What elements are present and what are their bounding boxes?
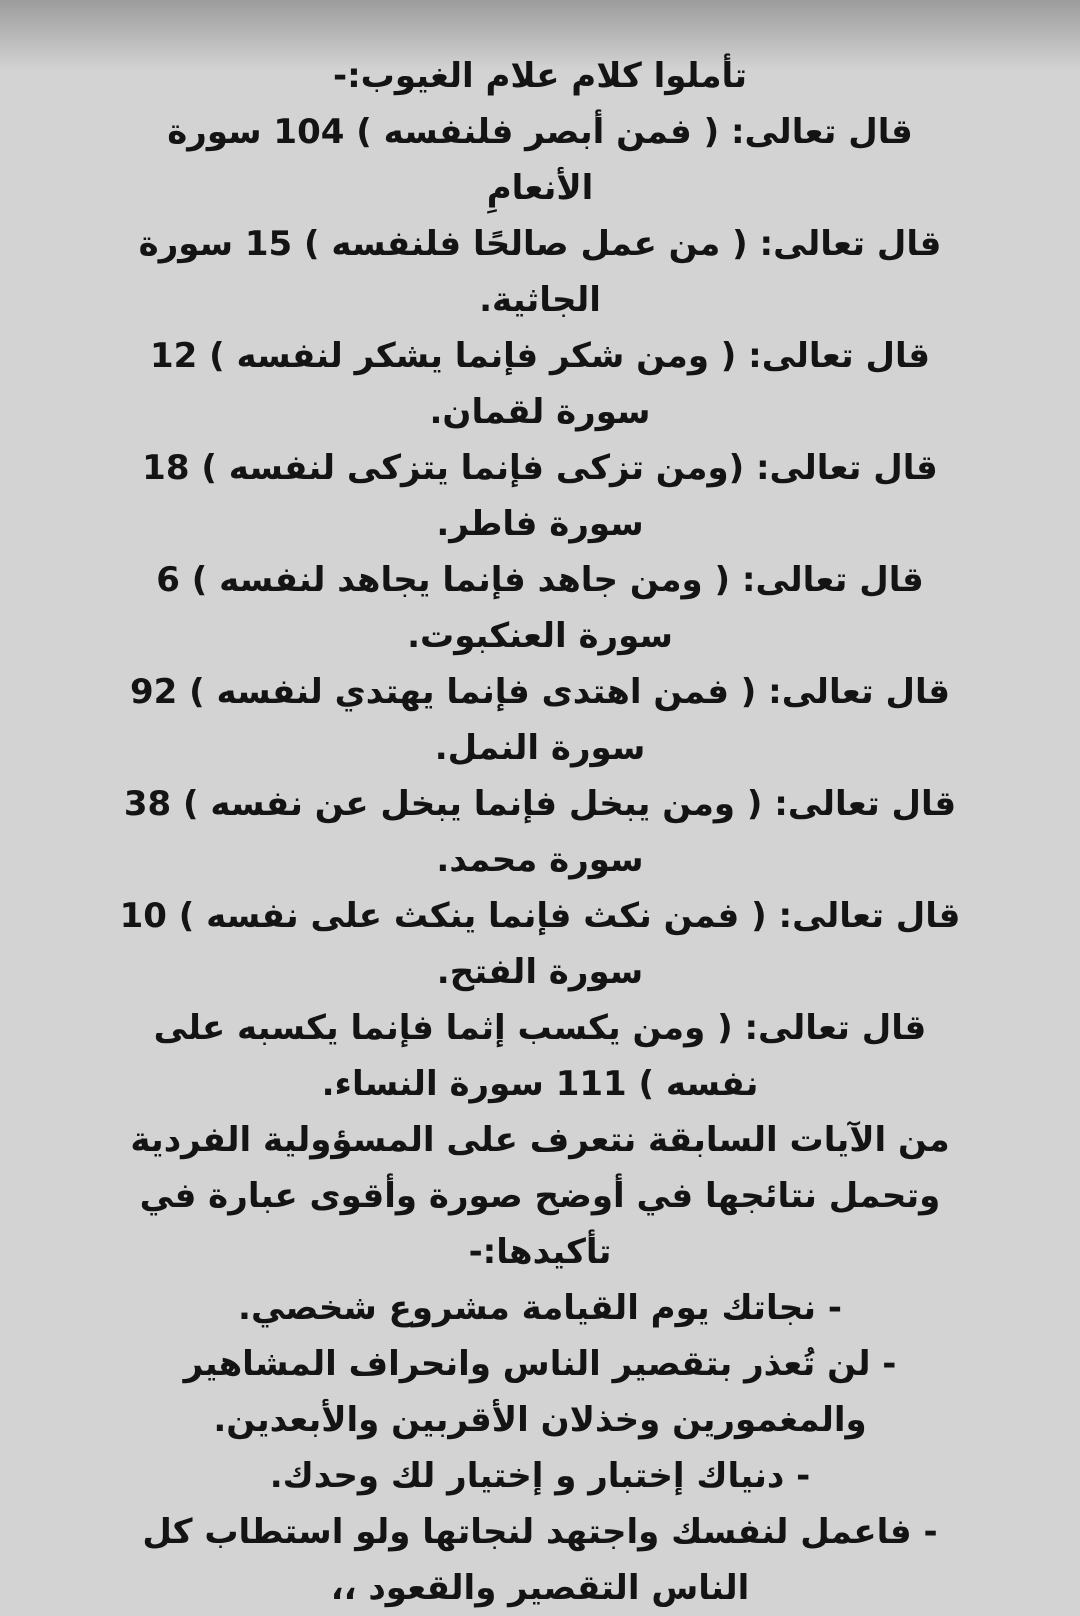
page-title: تأملوا كلام علام الغيوب:- <box>332 56 748 96</box>
bullet-item: - دنياك إختبار و إختيار لك وحدك. <box>269 1456 811 1496</box>
bullet-item: - لن تُعذر بتقصير الناس وانحراف المشاهير والمغمورين وخذلان الأقربين والأبعدين. <box>183 1344 897 1440</box>
verse-line: قال تعالى: ( ومن يكسب إثما فإنما يكسبه على نفسه ) 111 سورة النساء. <box>153 1008 927 1104</box>
bullet-item: - نجاتك يوم القيامة مشروع شخصي. <box>238 1288 842 1328</box>
verse-line: قال تعالى: ( فمن نكث فإنما ينكث على نفسه ) 10 سورة الفتح. <box>119 896 961 992</box>
verse-line: قال تعالى: ( ومن جاهد فإنما يجاهد لنفسه ) 6 سورة العنكبوت. <box>156 560 924 656</box>
verse-line: قال تعالى: (ومن تزكى فإنما يتزكى لنفسه ) 18 سورة فاطر. <box>142 448 938 544</box>
verse-line: قال تعالى: ( من عمل صالحًا فلنفسه ) 15 سورة الجاثية. <box>138 224 942 320</box>
verse-line: قال تعالى: ( فمن أبصر فلنفسه ) 104 سورة الأنعامِ <box>167 112 913 208</box>
verse-line: قال تعالى: ( فمن اهتدى فإنما يهتدي لنفسه ) 92 سورة النمل. <box>129 672 951 768</box>
verse-line: قال تعالى: ( ومن يبخل فإنما يبخل عن نفسه ) 38 سورة محمد. <box>123 784 957 880</box>
summary-paragraph: من الآيات السابقة نتعرف على المسؤولية الفردية وتحمل نتائجها في أوضح صورة وأقوى عبارة في تأكيدها:- <box>130 1120 950 1272</box>
verse-line: قال تعالى: ( ومن شكر فإنما يشكر لنفسه ) 12 سورة لقمان. <box>149 336 931 432</box>
bullet-item: - فاعمل لنفسك واجتهد لنجاتها ولو استطاب كل الناس التقصير والقعود ،، <box>142 1512 938 1608</box>
